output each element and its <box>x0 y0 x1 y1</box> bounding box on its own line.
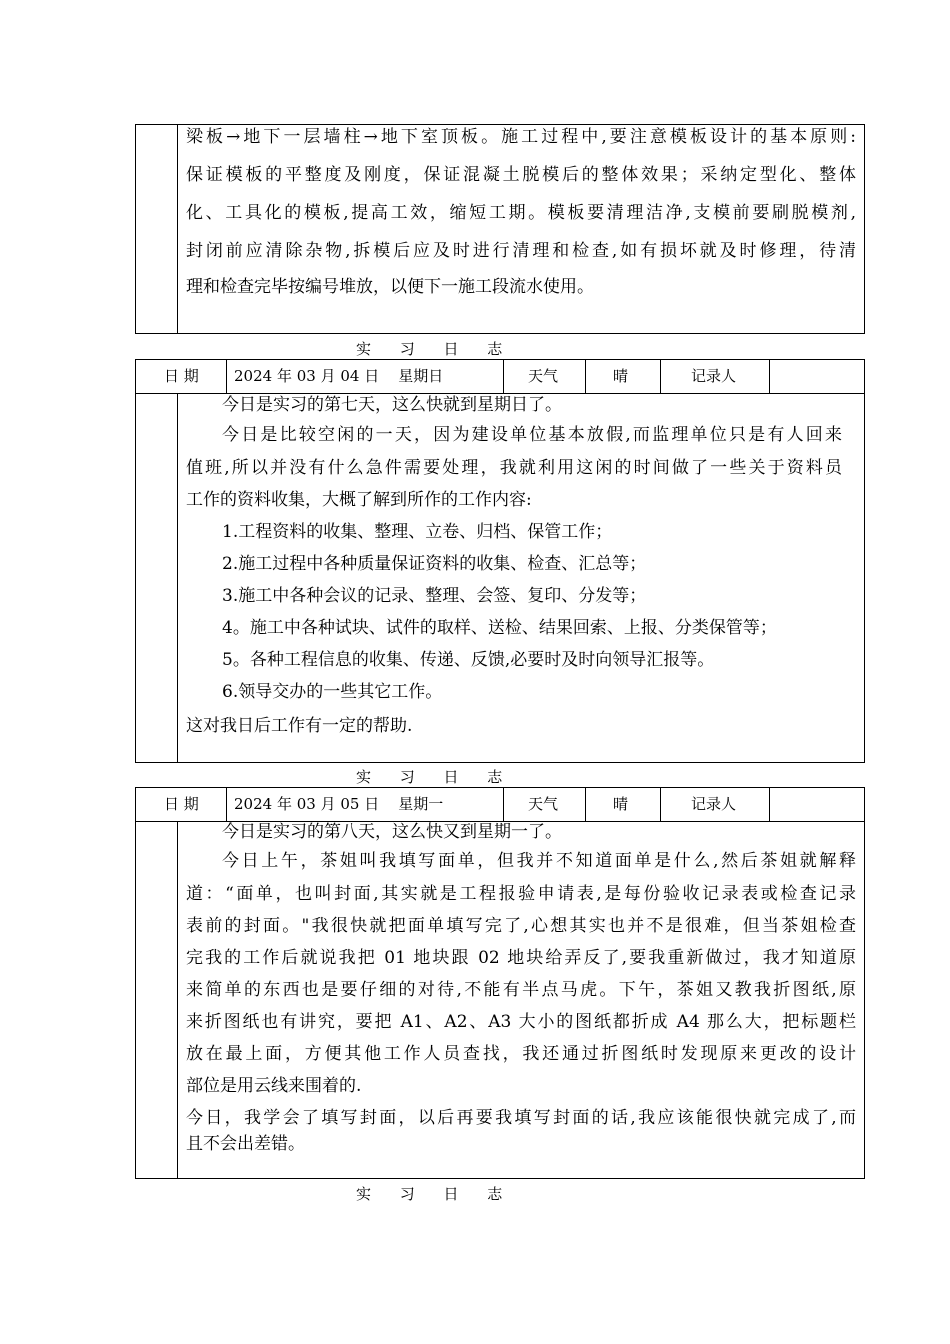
entry-line: 值班,所以并没有什么急件需要处理，我就利用这闲的时间做了一些关于资料员 <box>186 458 842 478</box>
entry-line: 道：“面单，也叫封面,其实就是工程报验申请表,是每份验收记录表或检查记录 <box>186 884 856 904</box>
entry-line: 来折图纸也有讲究，要把 A1、A2、A3 大小的图纸都折成 A4 那么大，把标题栏 <box>186 1012 856 1032</box>
recorder-label: 记录人 <box>691 367 737 385</box>
top-line-1: 梁板→地下一层墙柱→地下室顶板。施工过程中,要注意模板设计的基本原则: <box>186 127 856 147</box>
weather-value: 晴 <box>613 795 629 813</box>
entry-line: 今日上午，茶姐叫我填写面单，但我并不知道面单是什么,然后茶姐就解释 <box>222 851 856 871</box>
entry-line: 部位是用云线来围着的. <box>186 1076 362 1096</box>
weather-value: 晴 <box>613 367 629 385</box>
list-item: 4。施工中各种试块、试件的取样、送检、结果回索、上报、分类保管等； <box>222 618 777 638</box>
log-title: 实 习 日 志 <box>356 1185 515 1203</box>
entry-line: 今日是实习的第八天，这么快又到星期一了。 <box>222 822 562 842</box>
list-item: 1.工程资料的收集、整理、立卷、归档、保管工作； <box>222 522 613 542</box>
entry-line: 今日是比较空闲的一天，因为建设单位基本放假,而监理单位只是有人回来 <box>222 425 842 445</box>
date-label: 日 期 <box>164 795 199 813</box>
entry-line: 这对我日后工作有一定的帮助. <box>186 716 413 736</box>
top-line-2: 保证模板的平整度及刚度，保证混凝土脱模后的整体效果；采纳定型化、整体 <box>186 165 856 185</box>
date-value: 2024 年 03 月 05 日 星期一 <box>234 795 444 813</box>
recorder-label: 记录人 <box>691 795 737 813</box>
list-item: 2.施工过程中各种质量保证资料的收集、检查、汇总等； <box>222 554 647 574</box>
left-margin-line <box>177 822 178 1178</box>
left-margin-line <box>177 394 178 762</box>
entry-line: 放在最上面，方便其他工作人员查找，我还通过折图纸时发现原来更改的设计 <box>186 1044 856 1064</box>
entry-line: 且不会出差错。 <box>186 1134 305 1154</box>
top-line-4: 封闭前应清除杂物,拆模后应及时进行清理和检查,如有损坏就及时修理，待清 <box>186 241 856 261</box>
left-margin-line <box>177 125 178 333</box>
entry-line: 来简单的东西也是要仔细的对待,不能有半点马虎。下午，茶姐又教我折图纸,原 <box>186 980 856 1000</box>
date-label: 日 期 <box>164 367 199 385</box>
list-item: 3.施工中各种会议的记录、整理、会签、复印、分发等； <box>222 586 647 606</box>
entry-line: 今日是实习的第七天，这么快就到星期日了。 <box>222 395 562 415</box>
list-item: 5。各种工程信息的收集、传递、反馈,必要时及时向领导汇报等。 <box>222 650 715 670</box>
weather-label: 天气 <box>528 367 559 385</box>
list-item: 6.领导交办的一些其它工作。 <box>222 682 443 702</box>
entry-line: 完我的工作后就说我把 01 地块跟 02 地块给弄反了,要我重新做过，我才知道原 <box>186 948 857 968</box>
entry-line: 今日，我学会了填写封面，以后再要我填写封面的话,我应该能很快就完成了,而 <box>186 1108 856 1128</box>
log-title: 实 习 日 志 <box>356 768 515 786</box>
log-title: 实 习 日 志 <box>356 340 515 358</box>
top-line-3: 化、工具化的模板,提高工效，缩短工期。模板要清理洁净,支模前要刷脱模剂, <box>186 203 856 223</box>
top-line-5: 理和检查完毕按编号堆放，以便下一施工段流水使用。 <box>186 277 594 297</box>
entry-line: 工作的资料收集，大概了解到所作的工作内容: <box>186 490 532 510</box>
date-value: 2024 年 03 月 04 日 星期日 <box>234 367 444 385</box>
weather-label: 天气 <box>528 795 559 813</box>
entry-line: 表前的封面。"我很快就把面单填写完了,心想其实也并不是很难，但当茶姐检查 <box>186 916 856 936</box>
